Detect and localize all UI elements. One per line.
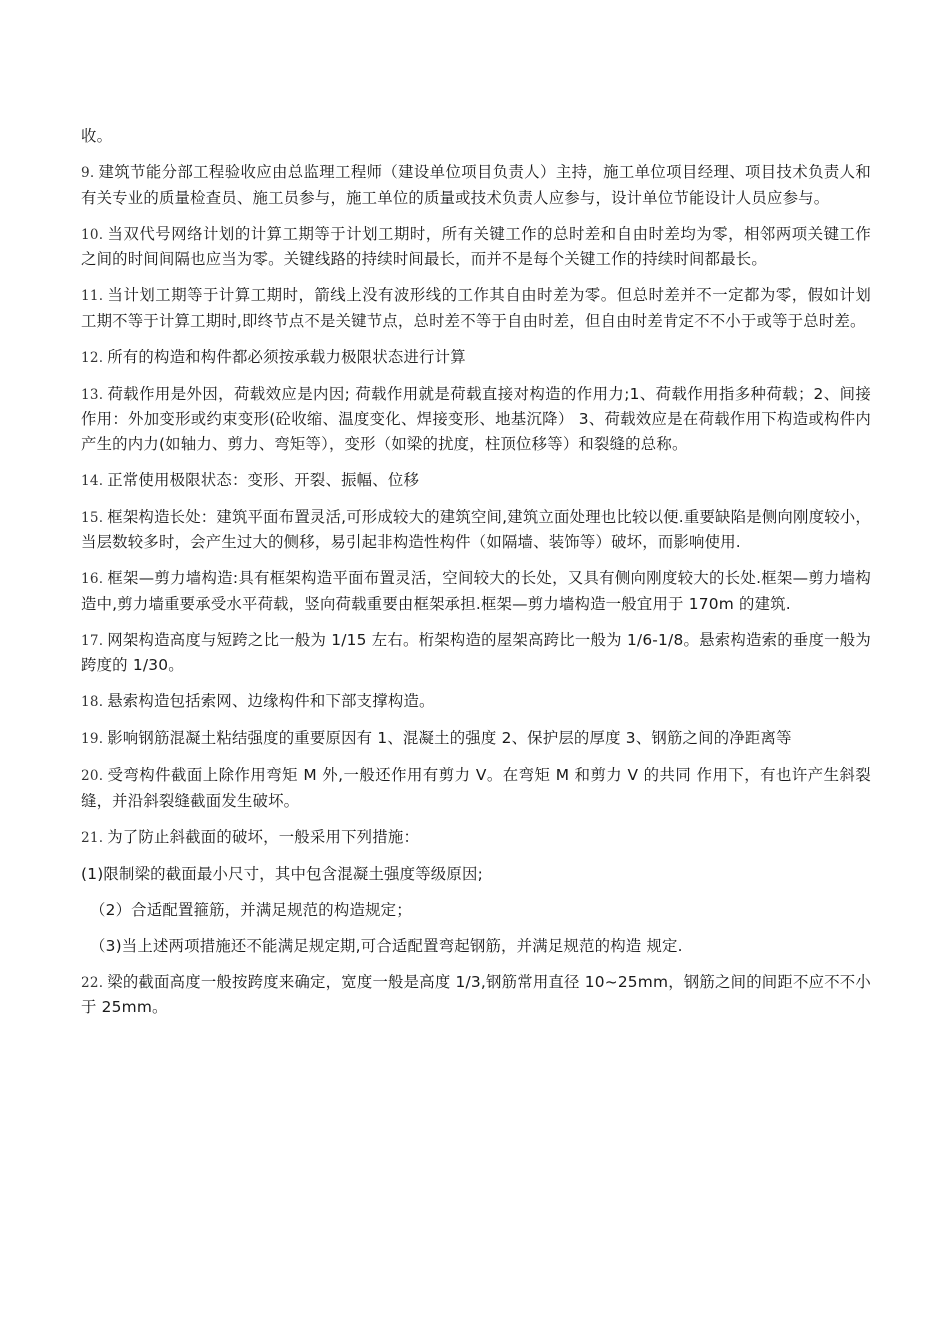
item-number: 15.: [81, 509, 104, 526]
item-number: 22.: [81, 974, 104, 991]
item-number: 20.: [81, 768, 104, 784]
item-number: 12.: [81, 349, 104, 366]
paragraph-continuation: 收。: [81, 127, 113, 145]
paragraph-19: 19. 影响钢筋混凝土粘结强度的重要原因有 1、混凝土的强度 2、保护层的厚度 3、钢筋之间的净距离等: [81, 729, 792, 747]
paragraph-15: 15. 框架构造长处：建筑平面布置灵活,可形成较大的建筑空间,建筑立面处理也比较以便.重要缺陷是侧向刚度较小，当层数较多时，会产生过大的侧移，易引起非构造性构件（如隔墙、装饰等）破坏，而影响使用.: [81, 507, 871, 551]
item-number: 17.: [81, 632, 104, 649]
document-body: [81, 124, 871, 1031]
measure-2: （2）合适配置箍筋，并满足规范的构造规定；: [90, 900, 412, 919]
item-number: 19.: [81, 731, 104, 747]
measure-3: （3)当上述两项措施还不能满足规定期,可合适配置弯起钢筋，并满足规范的构造 规定.: [90, 936, 683, 955]
paragraph-12: 12. 所有的构造和构件都必须按承载力极限状态进行计算: [81, 347, 466, 366]
paragraph-16: 16. 框架—剪力墙构造:具有框架构造平面布置灵活，空间较大的长处，又具有侧向刚度较大的长处.框架—剪力墙构造中,剪力墙重要承受水平荷载，竖向荷载重要由框架承担.框架—剪力墙构造一般宜用于 170m 的建筑.: [81, 569, 871, 613]
item-number: 10.: [81, 226, 104, 243]
paragraph-22: 22. 梁的截面高度一般按跨度来确定，宽度一般是高度 1/3,钢筋常用直径 10~25mm，钢筋之间的间距不应不不小于 25mm。: [81, 972, 871, 1016]
paragraph-13: 13. 荷载作用是外因，荷载效应是内因; 荷载作用就是荷载直接对构造的作用力;1、荷载作用指多种荷载；2、间接作用：外加变形或约束变形(砼收缩、温度变化、焊接变形、地基沉降） 3、荷载效应是在荷载作用下构造或构件内产生的内力(如轴力、剪力、弯矩等），变形（如梁的扰度，柱顶位移等）和裂缝的总称。: [81, 384, 871, 453]
paragraph-20: 20. 受弯构件截面上除作用弯矩 M 外,一般还作用有剪力 V。在弯矩 M 和剪力 V 的共同 作用下，有也许产生斜裂缝，并沿斜裂缝截面发生破坏。: [81, 766, 871, 810]
item-number: 14.: [81, 472, 104, 489]
item-number: 11.: [81, 288, 104, 304]
item-number: 9.: [81, 165, 95, 181]
paragraph-10: 10. 当双代号网络计划的计算工期等于计划工期时，所有关键工作的总时差和自由时差均为零，相邻两项关键工作之间的时间间隔也应当为零。关键线路的持续时间最长，而并不是每个关键工作的持续时间都最长。: [81, 224, 871, 268]
item-number: 16.: [81, 571, 104, 587]
item-number: 21.: [81, 829, 104, 846]
paragraph-17: 17. 网架构造高度与短跨之比一般为 1/15 左右。桁架构造的屋架高跨比一般为 1/6-1/8。悬索构造索的垂度一般为跨度的 1/30。: [81, 630, 871, 674]
item-number: 18.: [81, 694, 104, 710]
paragraph-11: 11. 当计划工期等于计算工期时，箭线上没有波形线的工作其自由时差为零。但总时差并不一定都为零，假如计划工期不等于计算工期时,即终节点不是关键节点，总时差不等于自由时差，但自由时差肯定不不小于或等于总时差。: [81, 286, 871, 330]
item-number: 13.: [81, 386, 104, 403]
paragraph-14: 14. 正常使用极限状态：变形、开裂、振幅、位移: [81, 470, 420, 489]
paragraph-18: 18. 悬索构造包括索网、边缘构件和下部支撑构造。: [81, 692, 435, 710]
measure-1: (1)限制梁的截面最小尺寸，其中包含混凝土强度等级原因;: [81, 864, 483, 883]
paragraph-21: 21. 为了防止斜截面的破坏，一般采用下列措施：: [81, 827, 420, 846]
paragraph-9: 9. 建筑节能分部工程验收应由总监理工程师（建设单位项目负责人）主持，施工单位项目经理、项目技术负责人和有关专业的质量检查员、施工员参与，施工单位的质量或技术负责人应参与，设计单位节能设计人员应参与。: [81, 163, 871, 207]
